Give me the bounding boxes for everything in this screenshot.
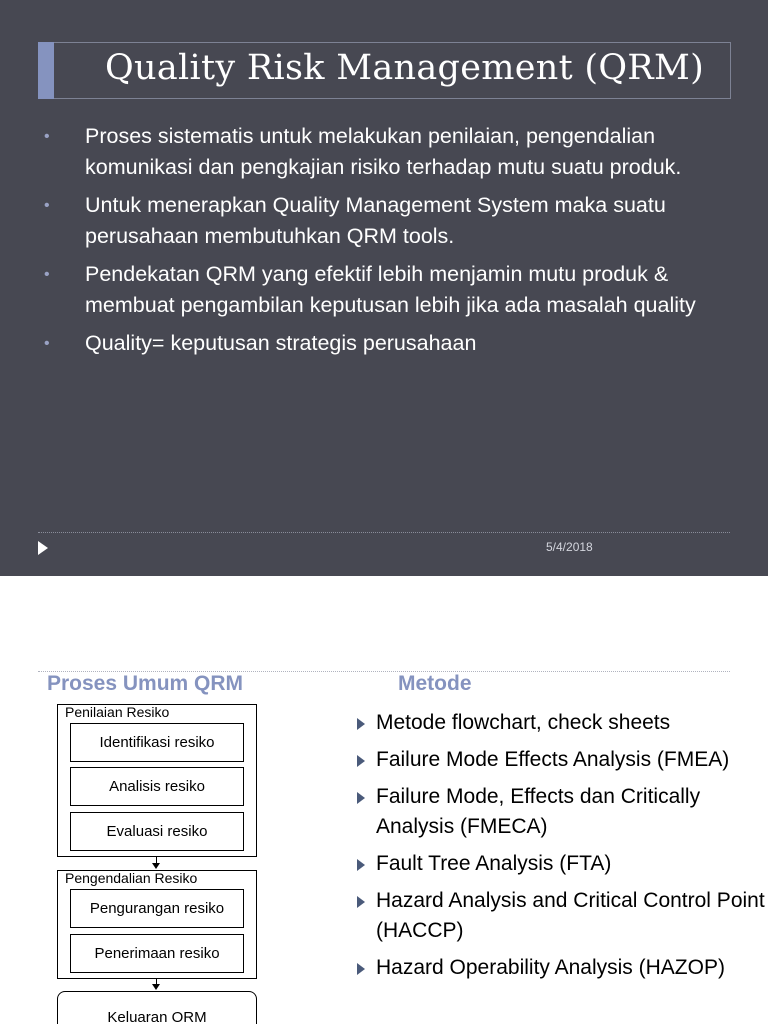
method-text: Failure Mode, Effects dan Critically Analysis (FMECA) [376,785,701,838]
bullet-item [44,259,724,321]
step-pengurangan: Pengurangan resiko [70,889,244,928]
bullet-list [44,121,724,366]
bullet-item [44,121,724,183]
methods-list [355,708,765,990]
footer-divider [38,532,730,533]
step-penerimaan: Penerimaan resiko [70,934,244,973]
method-text: Fault Tree Analysis (FTA) [376,852,612,875]
method-text: Failure Mode Effects Analysis (FMEA) [376,748,730,771]
triangle-bullet-icon [357,718,365,730]
bullet-text: Untuk menerapkan Quality Management System maka suatu perusahaan membutuhkan QRM tools. [85,193,666,248]
triangle-bullet-icon [357,859,365,871]
bullet-dot-icon: • [44,128,50,145]
step-evaluasi: Evaluasi resiko [70,812,244,851]
method-text: Metode flowchart, check sheets [376,711,671,734]
play-arrow-icon [38,541,48,555]
bullet-text: Proses sistematis untuk melakukan penilaian, pengendalian komunikasi dan pengkajian risiko terhadap mutu suatu produk. [85,124,682,179]
heading-proses-umum: Proses Umum QRM [47,672,244,695]
slide-date: 5/4/2018 [546,540,593,554]
arrow-down-icon [152,984,160,990]
method-item [355,886,765,946]
method-item [355,782,765,842]
step-analisis: Analisis resiko [70,767,244,806]
bullet-text: Pendekatan QRM yang efektif lebih menjamin mutu produk & membuat pengambilan keputusan lebih jika ada masalah quality [85,262,696,317]
triangle-bullet-icon [357,792,365,804]
bullet-dot-icon: • [44,266,50,283]
method-text: Hazard Operability Analysis (HAZOP) [376,956,725,979]
bullet-item [44,328,724,359]
heading-metode: Metode [398,672,472,695]
bullet-item [44,190,724,252]
arrow-down-icon [152,863,160,869]
group-label: Penilaian Resiko [65,704,170,720]
bullet-text: Quality= keputusan strategis perusahaan [85,331,477,355]
bullet-dot-icon: • [44,335,50,352]
method-item [355,849,765,879]
output-box: Keluaran ORM [57,991,257,1024]
method-text: Hazard Analysis and Critical Control Point (HACCP) [376,889,765,942]
bullet-dot-icon: • [44,197,50,214]
title-accent-bar [38,42,54,99]
triangle-bullet-icon [357,963,365,975]
triangle-bullet-icon [357,755,365,767]
method-item [355,953,765,983]
group-label: Pengendalian Resiko [65,870,198,886]
step-identifikasi: Identifikasi resiko [70,723,244,762]
triangle-bullet-icon [357,896,365,908]
slide-title: Quality Risk Management (QRM) [105,48,705,88]
method-item [355,708,765,738]
method-item [355,745,765,775]
